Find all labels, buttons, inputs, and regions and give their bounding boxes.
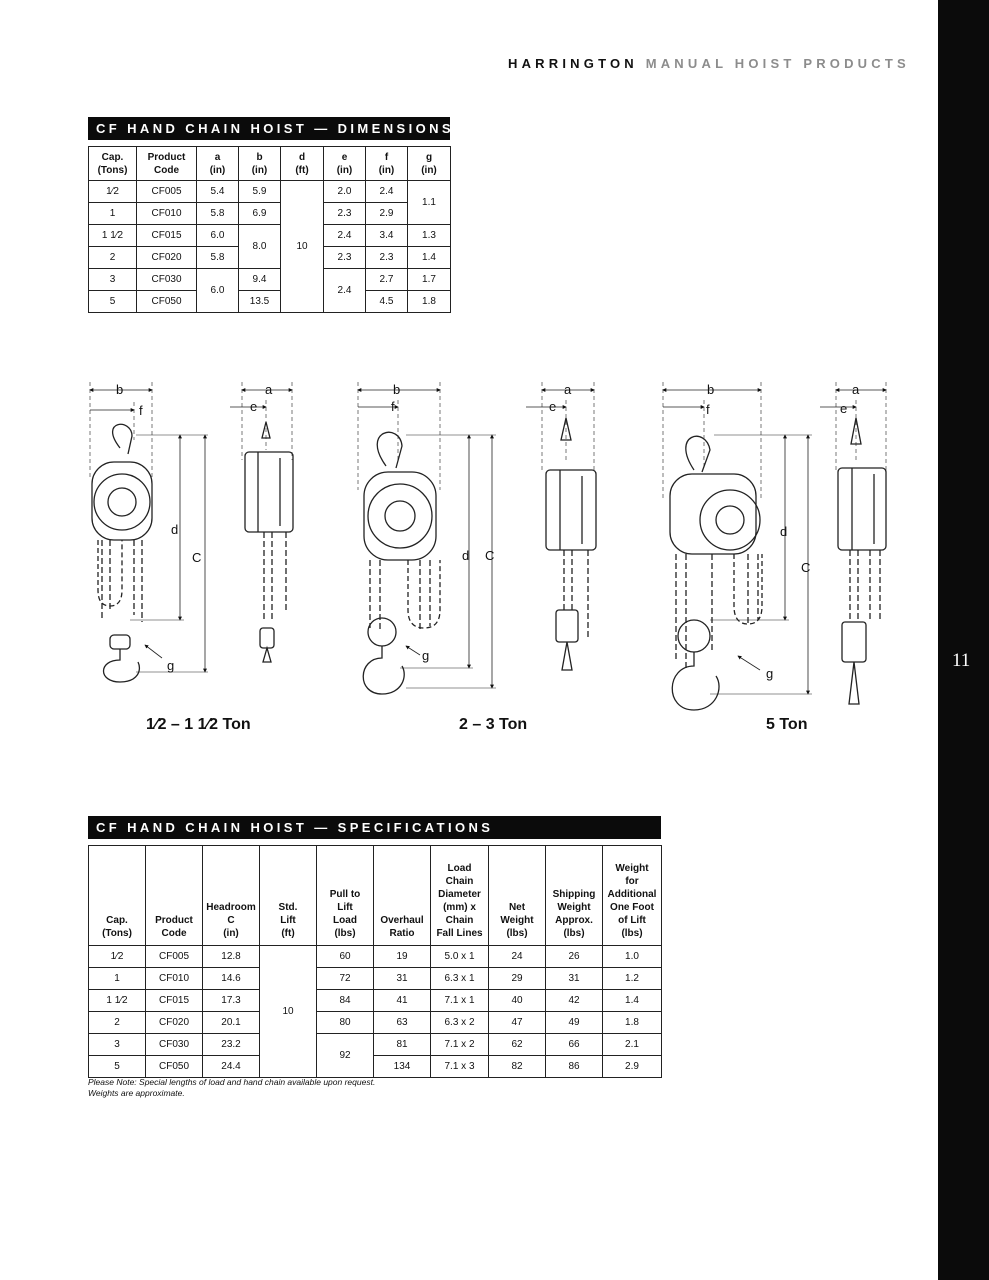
cell: 3 — [89, 1034, 146, 1056]
cell: 1.1 — [408, 181, 451, 225]
header-shipping-weight: Shipping Weight Approx. (lbs) — [546, 846, 603, 946]
brand-name: HARRINGTON — [508, 56, 638, 71]
table-header-row — [89, 846, 662, 946]
cell: 1 1⁄2 — [89, 225, 137, 247]
cell: 6.3 x 2 — [431, 1012, 489, 1034]
label-d: d — [462, 548, 470, 563]
label-g: g — [766, 666, 774, 681]
cell: 24.4 — [203, 1056, 260, 1078]
table-row — [89, 291, 451, 313]
table-row — [89, 946, 662, 968]
cell: 2.4 — [366, 181, 408, 203]
cell: 20.1 — [203, 1012, 260, 1034]
cell: CF015 — [137, 225, 197, 247]
cell: 7.1 x 1 — [431, 990, 489, 1012]
cell: 2.9 — [366, 203, 408, 225]
cell: 31 — [546, 968, 603, 990]
cell: 42 — [546, 990, 603, 1012]
cell: 2.3 — [366, 247, 408, 269]
cell: 6.0 — [197, 269, 239, 313]
cell: 92 — [317, 1034, 374, 1078]
cell: CF005 — [137, 181, 197, 203]
cell: 40 — [489, 990, 546, 1012]
label-b: b — [116, 382, 124, 397]
cell: CF030 — [137, 269, 197, 291]
cell: CF020 — [137, 247, 197, 269]
table-row — [89, 990, 662, 1012]
cell: 8.0 — [239, 225, 281, 269]
cell: 10 — [260, 946, 317, 1078]
table-row — [89, 1012, 662, 1034]
table-row — [89, 181, 451, 203]
cell: 1.7 — [408, 269, 451, 291]
hoist-drawings — [80, 370, 900, 715]
hoist-large-front — [663, 382, 812, 710]
page-header — [508, 56, 910, 71]
cell: 6.9 — [239, 203, 281, 225]
cell: 10 — [281, 181, 324, 313]
label-f: f — [139, 403, 143, 418]
cell: 3 — [89, 269, 137, 291]
cell: 1 — [89, 203, 137, 225]
cell: 81 — [374, 1034, 431, 1056]
cell: 6.0 — [197, 225, 239, 247]
table-row — [89, 968, 662, 990]
table-row — [89, 1056, 662, 1078]
cell: 2.7 — [366, 269, 408, 291]
cell: 5 — [89, 1056, 146, 1078]
cell: 24 — [489, 946, 546, 968]
hoist-small-side — [230, 382, 293, 662]
cell: 12.8 — [203, 946, 260, 968]
table-row — [89, 225, 451, 247]
label-g: g — [167, 658, 175, 673]
header-std-lift: Std. Lift (ft) — [260, 846, 317, 946]
cell: CF005 — [146, 946, 203, 968]
header-b: b (in) — [239, 147, 281, 181]
cell: 72 — [317, 968, 374, 990]
cell: 86 — [546, 1056, 603, 1078]
cell: 1 — [89, 968, 146, 990]
cell: 29 — [489, 968, 546, 990]
header-code: Product Code — [137, 147, 197, 181]
cell: CF010 — [137, 203, 197, 225]
label-a: a — [564, 382, 572, 397]
cell: 1.4 — [603, 990, 662, 1012]
footnote: Please Note: Special lengths of load and hand chain available upon request. — [88, 1077, 376, 1087]
header-headroom: Headroom C (in) — [203, 846, 260, 946]
cell: 41 — [374, 990, 431, 1012]
header-cap: Cap. (Tons) — [89, 147, 137, 181]
cell: 31 — [374, 968, 431, 990]
cell: 23.2 — [203, 1034, 260, 1056]
cell: 134 — [374, 1056, 431, 1078]
cell: 1.8 — [603, 1012, 662, 1034]
caption-medium: 2 – 3 Ton — [459, 716, 528, 733]
label-a: a — [852, 382, 860, 397]
caption-large: 5 Ton — [766, 716, 808, 733]
cell: 1.2 — [603, 968, 662, 990]
cell: 80 — [317, 1012, 374, 1034]
dimensions-title: CF HAND CHAIN HOIST — DIMENSIONS — [88, 117, 450, 140]
cell: 5.0 x 1 — [431, 946, 489, 968]
header-a: a (in) — [197, 147, 239, 181]
table-row — [89, 1034, 662, 1056]
cell: 2.0 — [324, 181, 366, 203]
cell: CF050 — [137, 291, 197, 313]
footnote: Weights are approximate. — [88, 1088, 185, 1098]
hoist-large-side — [820, 382, 886, 704]
cell: 2.4 — [324, 269, 366, 313]
label-c: C — [485, 548, 495, 563]
cell: 14.6 — [203, 968, 260, 990]
cell: 1.4 — [408, 247, 451, 269]
cell: 5.9 — [239, 181, 281, 203]
cell: 1⁄2 — [89, 946, 146, 968]
cell: 47 — [489, 1012, 546, 1034]
label-e: e — [250, 399, 258, 414]
label-e: e — [549, 399, 557, 414]
cell: 1 1⁄2 — [89, 990, 146, 1012]
cell: 60 — [317, 946, 374, 968]
label-d: d — [171, 522, 179, 537]
label-g: g — [422, 648, 430, 663]
cell: 2.1 — [603, 1034, 662, 1056]
specifications-title: CF HAND CHAIN HOIST — SPECIFICATIONS — [88, 816, 661, 839]
table-row — [89, 203, 451, 225]
page-number: 11 — [952, 650, 971, 671]
cell: 63 — [374, 1012, 431, 1034]
label-f: f — [706, 402, 710, 417]
caption-small: 1⁄2 – 1 1⁄2 Ton — [146, 716, 251, 733]
cell: 66 — [546, 1034, 603, 1056]
cell: 26 — [546, 946, 603, 968]
table-header-row — [89, 147, 451, 181]
label-d: d — [780, 524, 788, 539]
cell: 5.8 — [197, 203, 239, 225]
label-f: f — [391, 399, 395, 414]
header-f: f (in) — [366, 147, 408, 181]
dimensions-table — [88, 146, 451, 313]
cell: 1⁄2 — [89, 181, 137, 203]
header-net-weight: Net Weight (lbs) — [489, 846, 546, 946]
cell: 3.4 — [366, 225, 408, 247]
cell: 62 — [489, 1034, 546, 1056]
footnotes — [88, 1077, 375, 1099]
header-extra-weight: Weight for Additional One Foot of Lift (lbs) — [603, 846, 662, 946]
cell: 2 — [89, 247, 137, 269]
label-e: e — [840, 401, 848, 416]
header-cap: Cap. (Tons) — [89, 846, 146, 946]
cell: 2.3 — [324, 203, 366, 225]
cell: CF050 — [146, 1056, 203, 1078]
cell: 7.1 x 3 — [431, 1056, 489, 1078]
cell: 82 — [489, 1056, 546, 1078]
cell: 49 — [546, 1012, 603, 1034]
cell: CF020 — [146, 1012, 203, 1034]
cell: 19 — [374, 946, 431, 968]
cell: 2.3 — [324, 247, 366, 269]
cell: 1.3 — [408, 225, 451, 247]
cell: 13.5 — [239, 291, 281, 313]
cell: CF015 — [146, 990, 203, 1012]
header-d: d (ft) — [281, 147, 324, 181]
cell: 2 — [89, 1012, 146, 1034]
header-chain: Load Chain Diameter (mm) x Chain Fall Lines — [431, 846, 489, 946]
right-sidebar — [938, 0, 989, 1280]
header-pull: Pull to Lift Load (lbs) — [317, 846, 374, 946]
header-e: e (in) — [324, 147, 366, 181]
label-b: b — [393, 382, 401, 397]
label-c: C — [192, 550, 202, 565]
label-b: b — [707, 382, 715, 397]
header-overhaul: Overhaul Ratio — [374, 846, 431, 946]
cell: 5.4 — [197, 181, 239, 203]
cell: 5 — [89, 291, 137, 313]
cell: 6.3 x 1 — [431, 968, 489, 990]
cell: 7.1 x 2 — [431, 1034, 489, 1056]
hoist-small-front — [90, 382, 208, 682]
header-g: g (in) — [408, 147, 451, 181]
cell: 5.8 — [197, 247, 239, 269]
label-c: C — [801, 560, 811, 575]
table-row — [89, 269, 451, 291]
label-a: a — [265, 382, 273, 397]
cell: CF030 — [146, 1034, 203, 1056]
cell: CF010 — [146, 968, 203, 990]
cell: 2.9 — [603, 1056, 662, 1078]
cell: 17.3 — [203, 990, 260, 1012]
header-code: Product Code — [146, 846, 203, 946]
cell: 9.4 — [239, 269, 281, 291]
header-subtitle: MANUAL HOIST PRODUCTS — [645, 56, 910, 71]
specifications-table — [88, 845, 662, 1078]
cell: 1.0 — [603, 946, 662, 968]
cell: 2.4 — [324, 225, 366, 247]
cell: 84 — [317, 990, 374, 1012]
hoist-medium-side — [526, 382, 596, 670]
cell: 4.5 — [366, 291, 408, 313]
cell: 1.8 — [408, 291, 451, 313]
